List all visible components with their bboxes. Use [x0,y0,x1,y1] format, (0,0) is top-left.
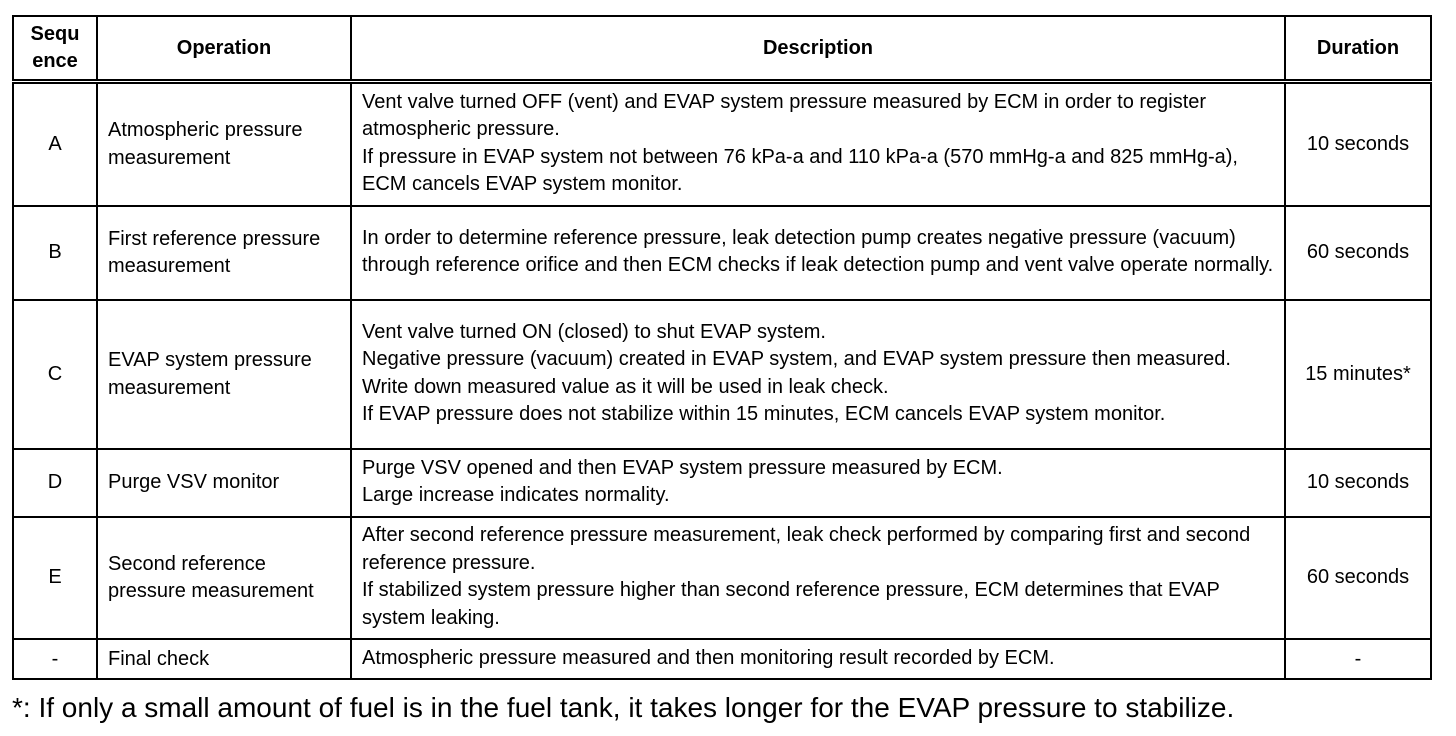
table-header [13,16,1431,82]
evap-monitor-sequence-table [12,15,1432,680]
duration-cell: 10 seconds [1285,449,1431,517]
sequence-cell: A [13,82,97,207]
operation-cell: First reference pressure measurement [97,206,351,300]
footnote: *: If only a small amount of fuel is in the fuel tank, it takes longer for the EVAP pressure to stabilize. [12,692,1235,723]
description-line: If stabilized system pressure higher than second reference pressure, ECM determines that EVAP system leaking. [362,579,1220,629]
description-cell [351,639,1285,679]
description-cell [351,82,1285,207]
sequence-cell: - [13,639,97,679]
operation-cell: Purge VSV monitor [97,449,351,517]
duration-cell: - [1285,639,1431,679]
description-cell [351,449,1285,517]
table-row [13,300,1431,449]
header-sequence-line1: Sequ [30,23,80,45]
sequence-cell: B [13,206,97,300]
table-row [13,82,1431,207]
header-operation: Operation [97,16,351,82]
header-row [13,16,1431,82]
table-body [13,82,1431,680]
operation-cell: Second reference pressure measurement [97,517,351,639]
description-line: After second reference pressure measurement, leak check performed by comparing first and second reference pressure. [362,524,1251,574]
duration-cell: 15 minutes* [1285,300,1431,449]
sequence-cell: C [13,300,97,449]
operation-cell: Final check [97,639,351,679]
sequence-cell: D [13,449,97,517]
description-cell [351,517,1285,639]
duration-cell: 60 seconds [1285,206,1431,300]
header-description: Description [351,16,1285,82]
description-line: Atmospheric pressure measured and then monitoring result recorded by ECM. [362,647,1055,669]
table-row [13,517,1431,639]
operation-cell: EVAP system pressure measurement [97,300,351,449]
description-line: If pressure in EVAP system not between 76 kPa-a and 110 kPa-a (570 mmHg-a and 825 mmHg-a), ECM cancels EVAP system monitor. [362,145,1238,195]
description-line: Write down measured value as it will be used in leak check. [362,375,889,398]
header-sequence [13,16,97,82]
description-cell [351,300,1285,449]
table-row [13,206,1431,300]
header-sequence-line2: ence [32,50,78,72]
description-line: Large increase indicates normality. [362,484,670,506]
duration-cell: 60 seconds [1285,517,1431,639]
header-duration: Duration [1285,16,1431,82]
description-line: If EVAP pressure does not stabilize within 15 minutes, ECM cancels EVAP system monitor. [362,403,1166,425]
description-line: Vent valve turned ON (closed) to shut EVAP system. [362,320,826,343]
description-line: Negative pressure (vacuum) created in EVAP system, and EVAP system pressure then measured. [362,348,1231,370]
duration-cell: 10 seconds [1285,82,1431,207]
description-line: Purge VSV opened and then EVAP system pressure measured by ECM. [362,456,1003,479]
table-row [13,639,1431,679]
operation-cell: Atmospheric pressure measurement [97,82,351,207]
sequence-cell: E [13,517,97,639]
description-line: Vent valve turned OFF (vent) and EVAP system pressure measured by ECM in order to register atmospheric pressure. [362,90,1207,140]
description-line: In order to determine reference pressure, leak detection pump creates negative pressure (vacuum) through reference orifice and then ECM checks if leak detection pump and vent valve operate normally. [362,226,1274,276]
evap-monitor-sequence-table-container [12,15,1430,680]
description-cell [351,206,1285,300]
table-row [13,449,1431,517]
